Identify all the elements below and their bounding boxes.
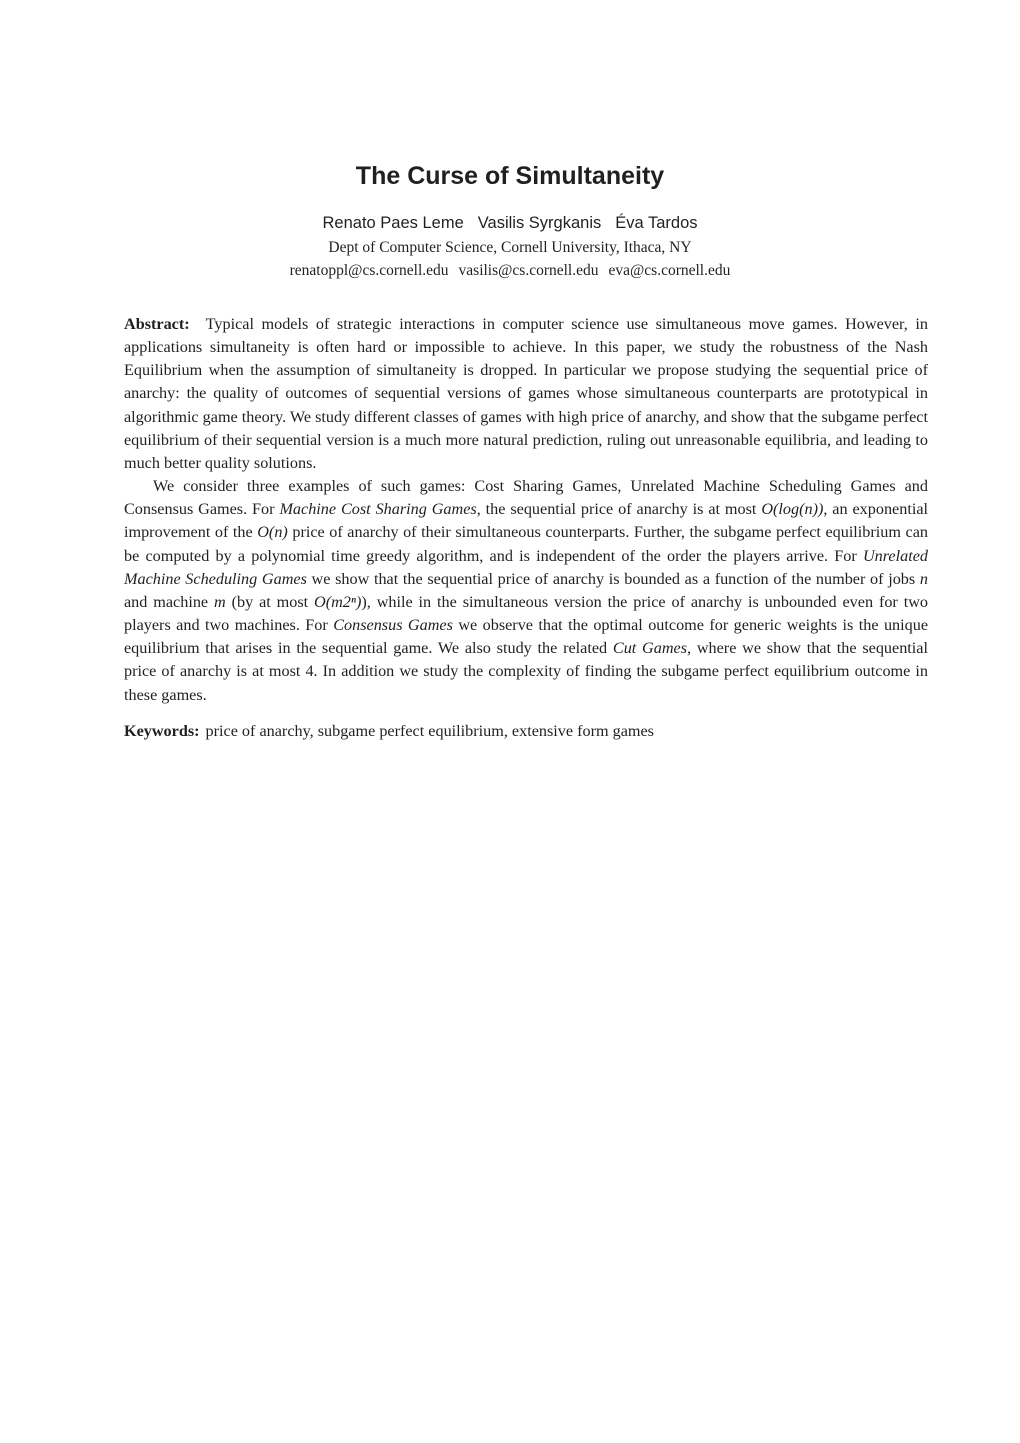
abstract-text: , the sequential price of anarchy is at most <box>476 500 762 519</box>
abstract-text: , where we show that the sequential price of anarchy is at most <box>124 639 928 681</box>
math-expression: O(n) <box>257 523 288 542</box>
keywords-line <box>124 720 928 743</box>
math-expression: O(log(n)) <box>761 500 824 519</box>
abstract-text: ), while in the simultaneous version the price of anarchy is unbounded even for two players and two machines. For <box>124 592 928 635</box>
abstract-text: . In addition we study the complexity of finding the subgame perfect equilibrium outcome in these games. <box>124 662 928 704</box>
keywords-text: price of anarchy, subgame perfect equilibrium, extensive form games <box>205 721 654 740</box>
author-name: Éva Tardos <box>615 214 698 232</box>
author-name: Vasilis Syrgkanis <box>477 214 602 232</box>
abstract-paragraph-2 <box>124 475 928 707</box>
abstract-text: (by at most <box>225 592 315 611</box>
author-email: eva@cs.cornell.edu <box>608 262 731 279</box>
abstract-text: we observe that the optimal outcome for generic weights is the unique equilibrium that arises in the sequential game. We also study the related <box>124 616 929 658</box>
keywords-label: Keywords: <box>124 721 200 740</box>
paper-title: The Curse of Simultaneity <box>355 162 665 190</box>
game-name: Machine Cost Sharing Games <box>279 500 477 519</box>
author-name: Renato Paes Leme <box>322 214 464 232</box>
abstract-text: We consider three examples of such games: Cost Sharing Games, Unrelated Machine Scheduling Games and Consensus Games. For <box>124 477 928 519</box>
math-expression: O(m2ⁿ) <box>314 592 362 611</box>
math-expression: 4 <box>305 662 314 681</box>
game-name: Cut Games <box>612 639 688 658</box>
author-email: renatoppl@cs.cornell.edu <box>289 262 449 279</box>
email-list <box>0 262 1020 280</box>
author-email: vasilis@cs.cornell.edu <box>458 262 599 279</box>
abstract-text: and machine <box>124 592 214 611</box>
abstract-paragraph-1 <box>124 313 928 475</box>
abstract-text: , an exponential improvement of the <box>124 500 929 542</box>
math-expression: m <box>214 592 226 611</box>
game-name: Consensus Games <box>333 616 453 635</box>
abstract-text: Typical models of strategic interactions in computer science use simultaneous move games. However, in applications simultaneity is often hard or impossible to achieve. In this paper, we study the robustness of the Nash Equilibrium when the assumption of simultaneity is dropped. In particular we propose studying the sequential price of anarchy: the quality of outcomes of sequential versions of games whose simultaneous counterparts are prototypical in algorithmic game theory. We study different classes of games with high price of anarchy, and show that the subgame perfect equilibrium of their sequential version is a much more natural prediction, ruling out unreasonable equilibria, and leading to much better quality solutions. <box>124 315 928 472</box>
abstract-section <box>124 313 928 743</box>
author-list <box>0 214 1020 233</box>
abstract-label: Abstract: <box>124 315 190 333</box>
math-expression: n <box>919 569 928 588</box>
abstract-text: price of anarchy of their simultaneous counterparts. Further, the subgame perfect equilibrium can be computed by a polynomial time greedy algorithm, and is independent of the order the players arrive. For <box>124 523 928 565</box>
game-name: Unrelated Machine Scheduling Games <box>124 546 928 588</box>
affiliation: Dept of Computer Science, Cornell University, Ithaca, NY <box>328 239 692 256</box>
abstract-text: we show that the sequential price of anarchy is bounded as a function of the number of jobs <box>306 569 920 588</box>
